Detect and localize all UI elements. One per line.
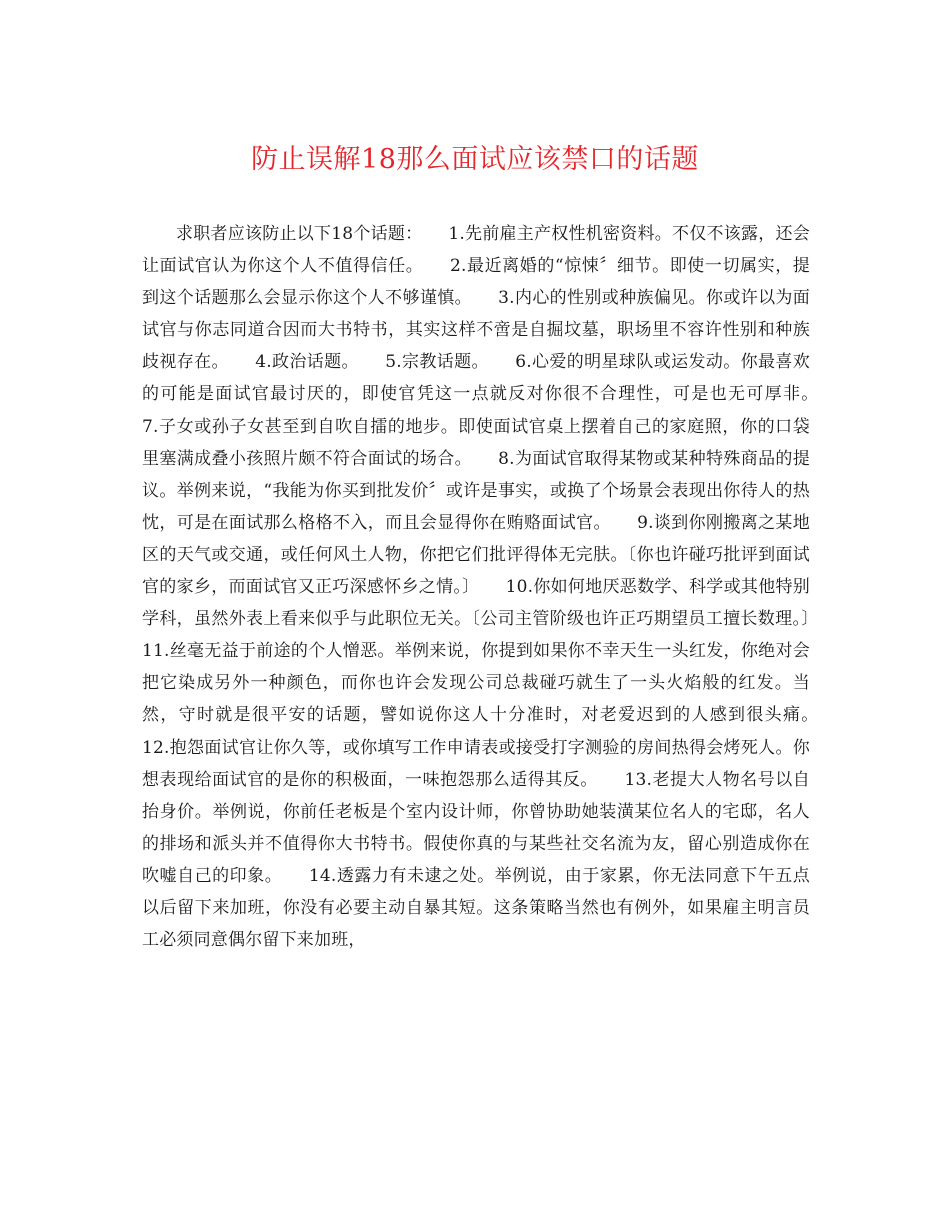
document-title: 防止误解18那么面试应该禁口的话题 bbox=[251, 144, 699, 175]
body-paragraph: 求职者应该防止以下18个话题： 1.先前雇主产权性机密资料。不仅不该露，还会让面试官认为你这个人不值得信任。 2.最近离婚的“惊悚〞细节。即使一切属实，提到这个话题那么会显示你这个人不够谨慎。 3.内心的性别或种族偏见。你或许以为面试官与你志同道合因而大书特书，其实这样不啻是自掘坟墓，职场里不容许性别和种族歧视存在。 4.政治话题。 5.宗教话题。 6.心爱的明星球队或运发动。你最喜欢的可能是面试官最讨厌的，即使官凭这一点就反对你很不合理性，可是也无可厚非。 7.子女或孙子女甚至到自吹自擂的地步。即使面试官桌上摆着自己的家庭照，你的口袋里塞满成叠小孩照片颇不符合面试的场合。 8.为面试官取得某物或某种特殊商品的提议。举例来说，“我能为你买到批发价〞或许是事实，或换了个场景会表现出你待人的热忱，可是在面试那么格格不入，而且会显得你在贿赂面试官。 9.谈到你刚搬离之某地区的天气或交通，或任何风土人物，你把它们批评得体无完肤。〔你也许碰巧批评到面试官的家乡，而面试官又正巧深感怀乡之情。〕 10.你如何地厌恶数学、科学或其他特别学科，虽然外表上看来似乎与此职位无关。〔公司主管阶级也许正巧期望员工擅长数理。〕 11.丝毫无益于前途的个人憎恶。举例来说，你提到如果你不幸天生一头红发，你绝对会把它染成另外一种颜色，而你也许会发现公司总裁碰巧就生了一头火焰般的红发。当然，守时就是很平安的话题，譬如说你这人十分准时，对老爱迟到的人感到很头痛。 12.抱怨面试官让你久等，或你填写工作申请表或接受打字测验的房间热得会烤死人。你想表现给面试官的是你的积极面，一味抱怨那么适得其反。 13.老提大人物名号以自抬身价。举例说，你前任老板是个室内设计师，你曾协助她装潢某位名人的宅邸，名人的排场和派头并不值得你大书特书。假使你真的与某些社交名流为友，留心别造成你在吹嘘自己的印象。 14.透露力有未逮之处。举例说，由于家累，你无法同意下午五点以后留下来加班，你没有必要主动自暴其短。这条策略当然也有例外，如果雇主明言员工必须同意偶尔留下来加班， bbox=[142, 224, 845, 951]
